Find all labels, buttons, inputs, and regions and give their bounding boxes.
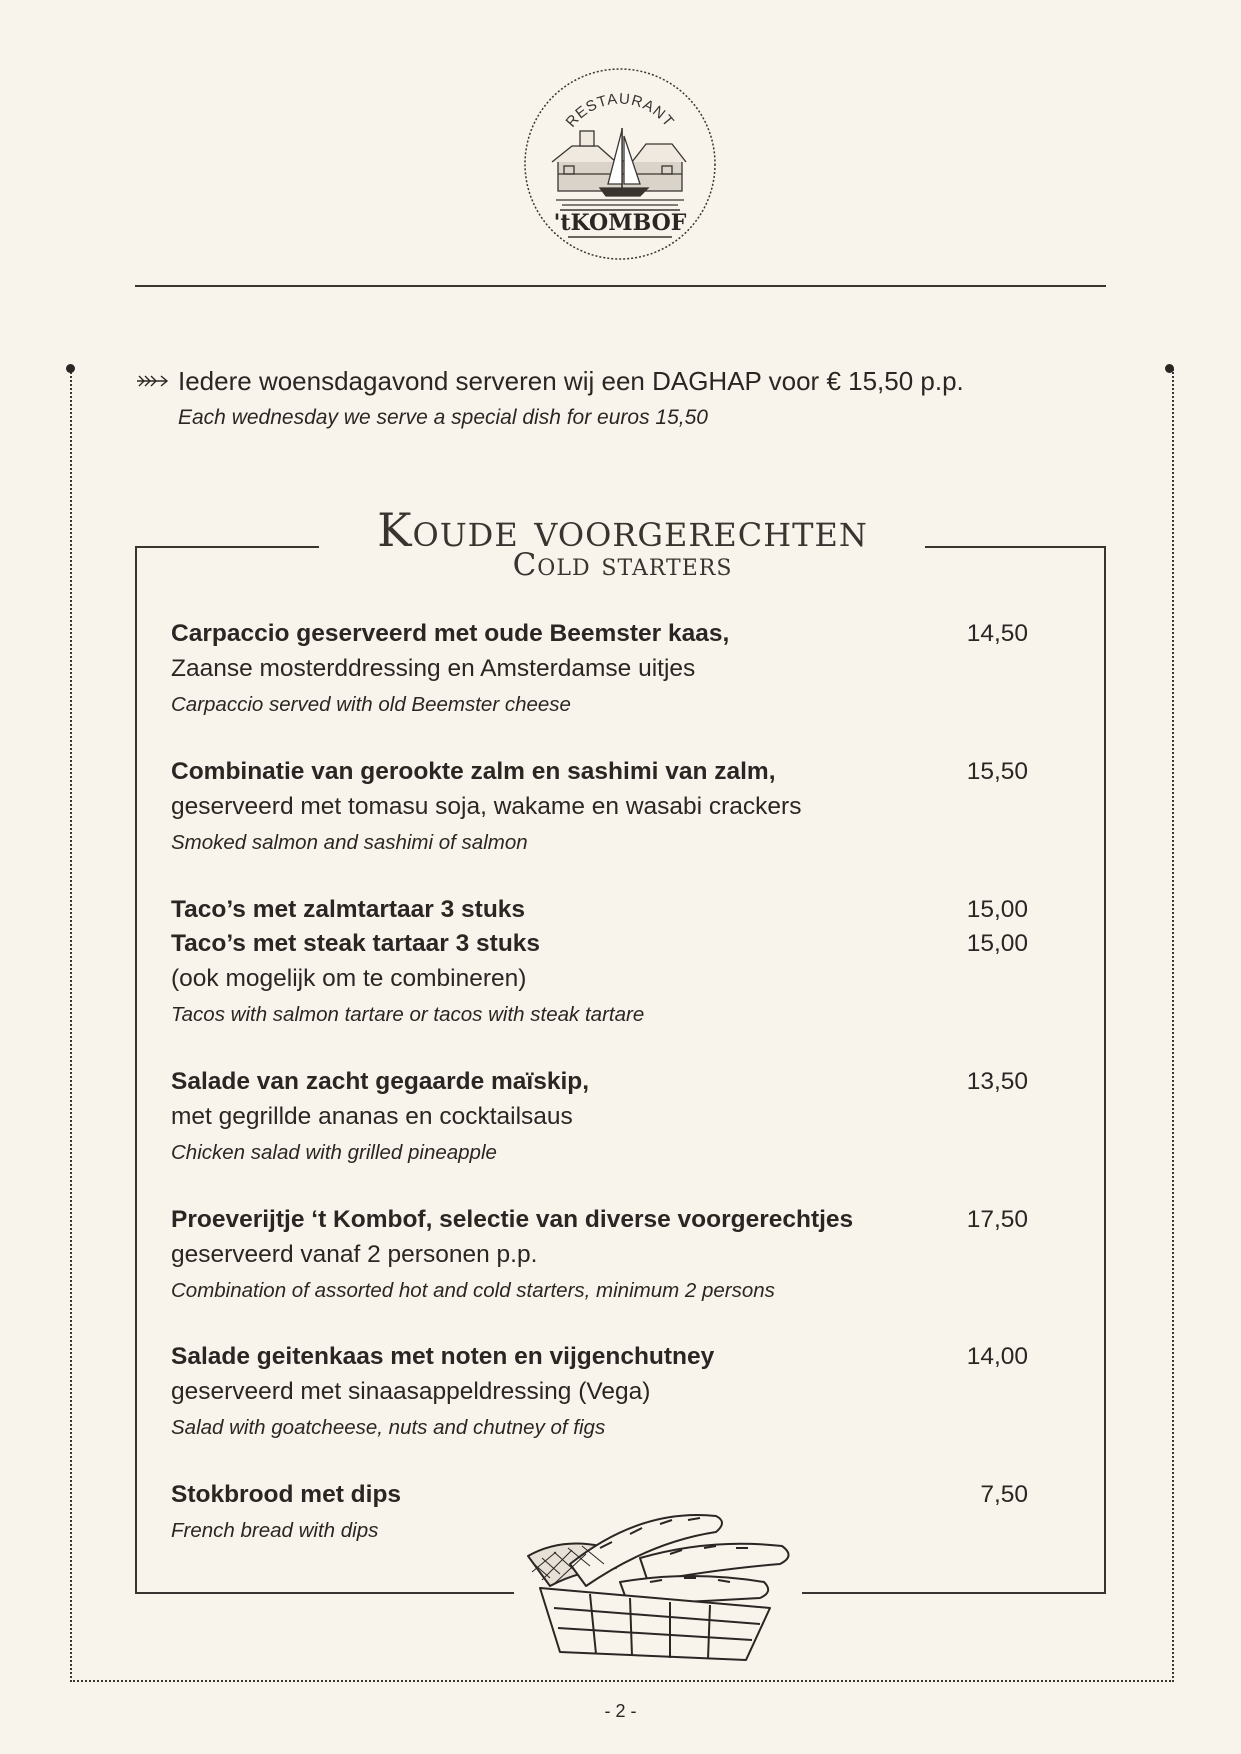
notice-dutch: Iedere woensdagavond serveren wij een DAGHAP voor € 15,50 p.p. (178, 366, 964, 396)
menu-item-english: Salad with goatcheese, nuts and chutney of figs (171, 1416, 606, 1439)
section-subtitle: Cold starters (512, 547, 733, 583)
menu-item-detail: (ook mogelijk om te combineren) (171, 965, 527, 992)
menu-item-name: Salade van zacht gegaarde maïskip, (171, 1068, 590, 1095)
menu-item-name: Salade geitenkaas met noten en vijgenchutney (171, 1343, 715, 1370)
svg-text:RESTAURANT: RESTAURANT (562, 90, 678, 131)
menu-item-english: Chicken salad with grilled pineapple (171, 1141, 497, 1164)
menu-item-name: Carpaccio geserveerd met oude Beemster kaas, (171, 620, 730, 647)
menu-item-price: 15,00 (966, 896, 1028, 923)
menu-box-border (135, 546, 137, 1593)
menu-item-detail: geserveerd met tomasu soja, wakame en wasabi crackers (171, 793, 802, 820)
menu-item-english: Carpaccio served with old Beemster cheese (171, 693, 571, 716)
menu-item-price: 14,00 (966, 1343, 1028, 1370)
menu-item-english: Tacos with salmon tartare or tacos with steak tartare (171, 1003, 645, 1026)
menu-item-name: Proeverijtje ‘t Kombof, selectie van diverse voorgerechtjes (171, 1206, 854, 1233)
bread-basket-icon (520, 1508, 804, 1672)
frame-corner-dot (66, 364, 75, 373)
menu-item-price: 15,00 (966, 930, 1028, 957)
menu-box-border (135, 1592, 514, 1594)
menu-item-english: Combination of assorted hot and cold starters, minimum 2 persons (171, 1279, 775, 1302)
menu-item-name: Taco’s met steak tartaar 3 stuks (171, 930, 541, 957)
menu-item-price: 15,50 (966, 758, 1028, 785)
menu-item-name: Combinatie van gerookte zalm en sashimi van zalm, (171, 758, 776, 785)
menu-item-detail: geserveerd met sinaasappeldressing (Vega) (171, 1378, 651, 1405)
page-number: - 2 - (604, 1701, 637, 1721)
section-title: Koude voorgerechten (377, 503, 868, 557)
menu-item-detail: geserveerd vanaf 2 personen p.p. (171, 1241, 538, 1268)
menu-item-price: 14,50 (966, 620, 1028, 647)
menu-item-price: 17,50 (966, 1206, 1028, 1233)
menu-box-border (135, 546, 319, 548)
frame-corner-dot (1165, 364, 1174, 373)
menu-item-detail: Zaanse mosterddressing en Amsterdamse uitjes (171, 655, 696, 682)
restaurant-logo (522, 66, 718, 262)
notice-english: Each wednesday we serve a special dish for euros 15,50 (178, 406, 708, 429)
menu-item-english: Smoked salmon and sashimi of salmon (171, 831, 528, 854)
menu-box-border (1104, 546, 1106, 1593)
menu-item-english: French bread with dips (171, 1519, 379, 1542)
menu-item-name: Taco’s met zalmtartaar 3 stuks (171, 896, 526, 923)
menu-item-price: 7,50 (980, 1481, 1028, 1508)
menu-item-detail: met gegrillde ananas en cocktailsaus (171, 1103, 573, 1130)
menu-box-border (802, 1592, 1106, 1594)
logo-name: 'tKOMBOF (553, 210, 687, 236)
menu-item-price: 13,50 (966, 1068, 1028, 1095)
menu-item-name: Stokbrood met dips (171, 1481, 402, 1508)
header-divider (135, 285, 1106, 287)
arrow-right-icon (137, 374, 169, 388)
menu-box-border (925, 546, 1106, 548)
